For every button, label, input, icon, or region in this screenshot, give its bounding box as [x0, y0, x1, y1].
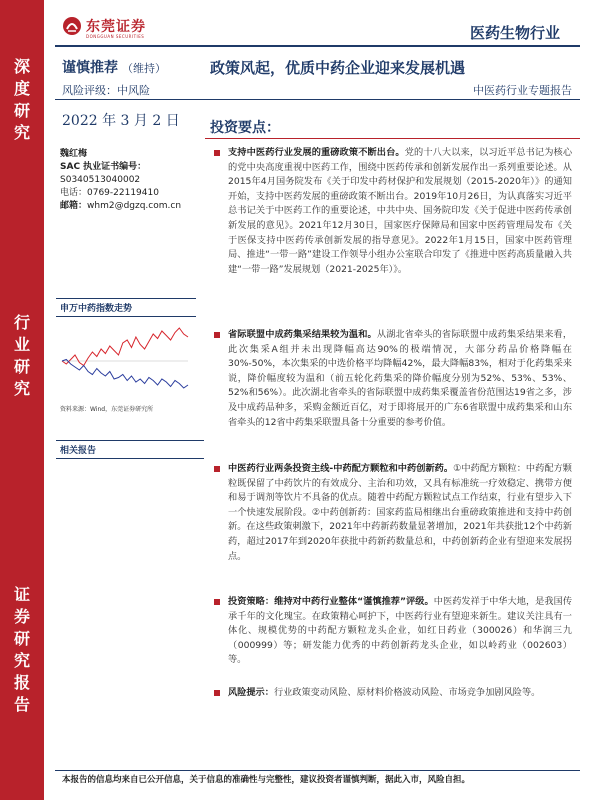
email-label: 邮箱：	[60, 201, 88, 211]
sidebar-char: 业	[13, 335, 30, 354]
sidebar-char: 深	[13, 57, 30, 76]
key-points-heading: 投资要点：	[210, 120, 280, 136]
key-point-4	[214, 595, 572, 668]
sidebar-char: 研	[13, 629, 30, 648]
sidebar-char: 证	[13, 585, 30, 604]
key-point-text: 党的十八大以来，以习近平总书记为核心的党中央高度重视中医药工作，围绕中医药传承和创新发展作出一系列重要论述。从2015年4月国务院发布《关于印发中药材保护和发展规划（2015-2020年）》的通知开始，支持中医药发展的重磅政策不断出台。2019年10月26日，为认真落实习近平总书记关于中医药工作的重要论述，中共中央、国务院印发《关于促进中医药传承创新发展的意见》。2021年12月30日，国家医疗保障局和国家中医药管理局发布《关于医保支持中医药传承创新发展的指导意见》。2022年1月15日，国家中医药管理局、推进“一带一路”建设工作领导小组办公室联合印发了《推进中医药高质量融入共建“一带一路”发展规划（2021-2025年）》。	[228, 147, 573, 275]
index-chart	[56, 298, 196, 418]
key-point-lead: 中医药行业两条投资主线-中药配方颗粒和中药创新药。	[228, 463, 454, 474]
sidebar-char: 告	[13, 695, 30, 714]
key-point-text: 从湖北省牵头的省际联盟中成药集采结果来看，此次集采A组并未出现降幅高达90%的极端情况，大部分药品价格降幅在30%-50%，本次集采的中选价格平均降幅42%，最大降幅83%，相对于化药集采来说，降价幅度较为温和（前五轮化药集采的降价幅度分别为52%、53%、53%、52%和56%）。此次湖北省牵头的省际联盟中成药集采覆盖省份范围达19省之多，涉及中成药品种多，采购金额近百亿，对于即将展开的广东6省联盟中成药集采和山东省牵头的12省中药集采联盟具备十分重要的参考价值。	[228, 329, 573, 428]
sidebar-label-industry-research	[0, 312, 44, 400]
bullet-square-icon	[214, 332, 220, 338]
related-reports-heading: 相关报告	[56, 440, 204, 459]
logo-icon	[62, 16, 82, 36]
key-point-5	[214, 686, 540, 701]
chart-plot	[56, 316, 196, 404]
logo-text: 东莞证券	[86, 19, 146, 35]
industry-label: 医药生物行业	[469, 24, 560, 42]
analyst-email[interactable]: whm2@dgzq.com.cn	[87, 201, 182, 211]
sidebar-char: 研	[13, 101, 30, 120]
logo-subtext: DONGGUAN SECURITIES	[86, 34, 145, 39]
sidebar-char: 研	[13, 357, 30, 376]
report-title: 政策风起，优质中药企业迎来发展机遇	[210, 59, 466, 77]
footer-divider	[55, 770, 580, 771]
key-point-text: ①中药配方颗粒：中药配方颗粒既保留了中药饮片的有效成分、主治和功效，又具有标准统一疗效稳定、携带方便和易于调剂等饮片不具备的优点。随着中药配方颗粒试点工作结束，行业有望步入下一个快速发展阶段。②中药创新药：国家药监局相继出台重磅政策推进和支持中药创新。在这些政策刺激下，2021年中药新药数量显著增加，2021年共获批12个中药新药，超过2017年到2020年获批中药新药数量总和，中药创新药企业有望迎来发展拐点。	[228, 463, 572, 562]
sidebar-char: 报	[13, 673, 30, 692]
sidebar-char: 究	[13, 379, 30, 398]
key-point-lead: 投资策略：维持对中药行业整体“谨慎推荐”评级。	[228, 596, 434, 607]
sidebar-char: 度	[13, 79, 30, 98]
sidebar-char: 券	[13, 607, 30, 626]
bullet-square-icon	[214, 150, 220, 156]
report-date: 2022 年 3 月 2 日	[62, 113, 180, 129]
chart-source: 资料来源：Wind，东莞证券研究所	[60, 406, 154, 413]
key-point-2	[214, 328, 572, 430]
analyst-name: 魏红梅	[60, 149, 88, 159]
chart-title: 申万中药指数走势	[56, 298, 196, 317]
sidebar-label-securities-report	[0, 584, 44, 716]
disclaimer: 本报告的信息均来自已公开信息，关于信息的准确性与完整性，建议投资者谨慎判断，据此入市，风险自担。	[62, 775, 471, 785]
risk-rating: 风险评级：中风险	[62, 84, 150, 97]
rating-value: 谨慎推荐	[62, 60, 118, 76]
key-point-3	[214, 462, 572, 564]
report-type: 中医药行业专题报告	[473, 84, 572, 97]
key-point-text: 中医药发祥于中华大地，是我国传承千年的文化瑰宝。在政策精心呵护下，中医药行业有望迎来新生。建议关注具有一体化、规模优势的中药配方颗粒龙头企业，如红日药业（300026）和华润三九（000999）等；研发能力优秀的中药创新药龙头企业，如以岭药业（002603）等。	[228, 596, 573, 666]
sidebar-label-deep-research	[0, 56, 44, 144]
sac-number: S0340513040002	[60, 175, 141, 185]
chart-series-line-0	[62, 328, 188, 366]
key-point-lead: 支持中医药行业发展的重磅政策不断出台。	[228, 147, 405, 158]
sidebar-char: 究	[13, 651, 30, 670]
rating-note: （维持）	[122, 62, 166, 75]
sidebar-band	[0, 0, 44, 800]
subheader-divider	[55, 99, 580, 100]
key-points-body	[214, 146, 573, 698]
bullet-square-icon	[214, 690, 220, 696]
key-point-lead: 省际联盟中成药集采结果较为温和。	[228, 329, 377, 340]
key-point-text: 行业政策变动风险、原材料价格波动风险、市场竞争加剧风险等。	[273, 687, 541, 698]
rating	[62, 57, 166, 77]
key-point-1	[214, 146, 572, 277]
sidebar-char: 究	[13, 123, 30, 142]
analyst-info	[60, 148, 200, 213]
bullet-square-icon	[214, 466, 220, 472]
sidebar-char: 行	[13, 313, 30, 332]
bullet-square-icon	[214, 599, 220, 605]
key-points-divider	[205, 138, 580, 139]
key-point-lead: 风险提示：	[228, 687, 274, 698]
header-divider	[55, 45, 580, 47]
analyst-phone: 电话：0769-22119410	[60, 188, 159, 198]
sac-label: SAC 执业证书编号：	[60, 162, 147, 172]
